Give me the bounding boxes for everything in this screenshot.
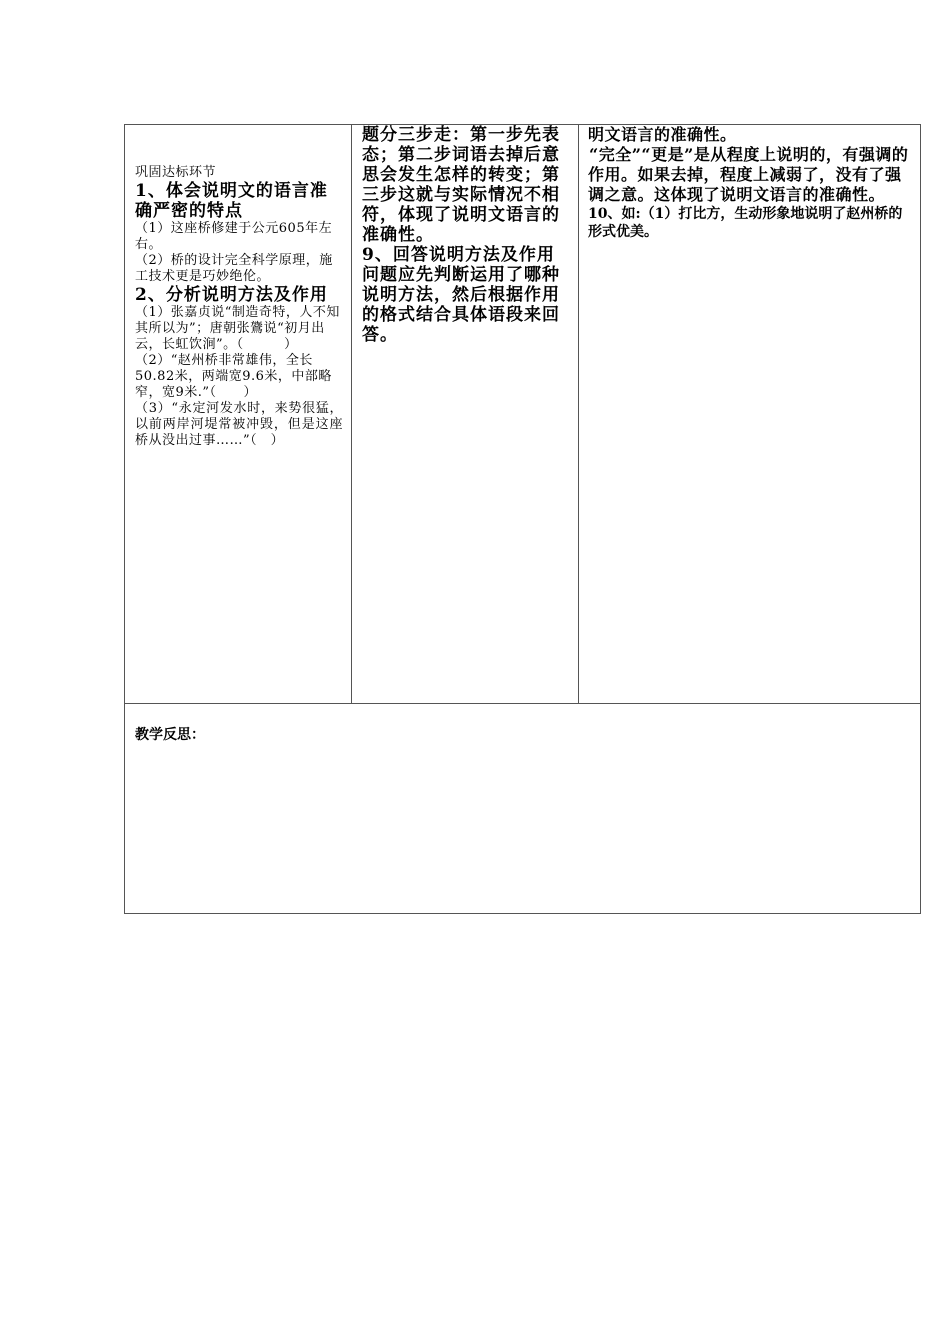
guidance-paragraph-1: 题分三步走：第一步先表态；第二步词语去掉后意思会发生怎样的转变；第三步这就与实际情况不相符，体现了说明文语言的准确性。 [362,125,560,245]
item1-sentence-1: （1）这座桥修建于公元605年左右。 [135,221,333,252]
content-row [125,125,920,704]
lesson-table [124,124,921,914]
answer-paragraph-3: 10、如:（1）打比方，生动形象地说明了赵州桥的形式优美。 [588,206,903,240]
exercise-cell [125,125,352,703]
answer-line-1: 明文语言的准确性。 [588,125,737,144]
item2-sentence-1: （1）张嘉贞说“制造奇特，人不知其所以为”；唐朝张鷟说“初月出云，长虹饮涧”。（ ） [135,305,340,352]
answer-paragraph-2: “完全”“更是”是从程度上说明的，有强调的作用。如果去掉，程度上减弱了，没有了强调之意。这体现了说明文语言的准确性。 [588,145,909,204]
reflection-label: 教学反思： [135,727,205,743]
answer-cell [579,125,920,703]
guidance-paragraph-2: 9、回答说明方法及作用问题应先判断运用了哪种说明方法，然后根据作用的格式结合具体语段来回答。 [362,245,560,345]
reflection-row [125,704,920,913]
item2-sentence-2: （2）“赵州桥非常雄伟，全长50.82米，两端宽9.6米，中部略窄，宽9米.”（ ） [135,353,332,400]
guidance-cell [352,125,579,703]
item2-title: 2、分析说明方法及作用 [135,285,328,305]
item2-sentence-3: （3）“永定河发水时，来势很猛，以前两岸河堤常被冲毁，但是这座 桥从没出过事……”（ ） [135,401,343,448]
item1-title: 1、体会说明文的语言准确严密的特点 [135,181,328,221]
item1-sentence-2: （2）桥的设计完全科学原理，施工技术更是巧妙绝伦。 [135,253,333,284]
section-heading: 巩固达标环节 [135,165,217,180]
